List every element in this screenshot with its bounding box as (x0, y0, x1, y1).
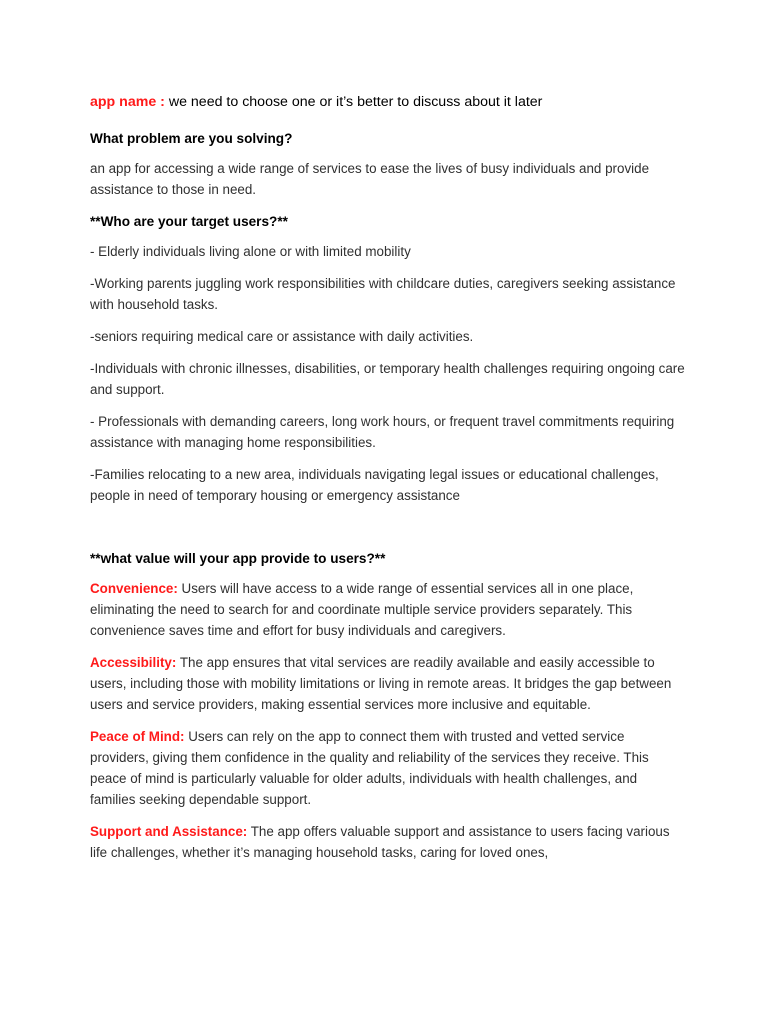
value-label: Peace of Mind: (90, 729, 185, 744)
value-label: Accessibility: (90, 655, 177, 670)
target-user-item: -Working parents juggling work responsibilities with childcare duties, caregivers seeking assistance with household tasks. (90, 276, 676, 312)
value-item-peace-of-mind (90, 726, 686, 810)
value-item-convenience (90, 578, 686, 641)
app-name-label: app name : (90, 94, 169, 110)
target-user-item: -Individuals with chronic illnesses, disabilities, or temporary health challenges requiring ongoing care and support. (90, 361, 685, 397)
target-users-heading: **Who are your target users?** (90, 214, 288, 229)
problem-text: an app for accessing a wide range of services to ease the lives of busy individuals and provide assistance to those in need. (90, 161, 650, 197)
value-text: The app ensures that vital services are readily available and easily accessible to users, including those with mobility limitations or living in remote areas. It bridges the gap between users and service providers, making essential services more inclusive and equitable. (90, 655, 672, 712)
app-name-value: we need to choose one or it’s better to discuss about it later (168, 94, 543, 110)
document-body (90, 92, 686, 874)
target-user-item: -Families relocating to a new area, individuals navigating legal issues or educational challenges, people in need of temporary housing or emergency assistance (90, 467, 659, 503)
target-user-item: - Elderly individuals living alone or with limited mobility (90, 244, 411, 259)
problem-heading: What problem are you solving? (90, 131, 293, 146)
target-user-item: -seniors requiring medical care or assistance with daily activities. (90, 329, 474, 344)
value-label: Convenience: (90, 581, 178, 596)
value-heading: **what value will your app provide to users?** (90, 551, 386, 566)
value-label: Support and Assistance: (90, 824, 248, 839)
value-item-support (90, 821, 686, 863)
target-user-item: - Professionals with demanding careers, long work hours, or frequent travel commitments requiring assistance with managing home responsibilities. (90, 414, 675, 450)
value-text: The app offers valuable support and assistance to users facing various life challenges, whether it’s managing household tasks, caring for loved ones, (90, 824, 670, 860)
spacer (90, 517, 686, 548)
value-text: Users will have access to a wide range of essential services all in one place, eliminating the need to search for and coordinate multiple service providers separately. This convenience saves time and effort for busy individuals and caregivers. (90, 581, 634, 638)
app-name-line (90, 92, 686, 112)
value-text: Users can rely on the app to connect them with trusted and vetted service providers, giving them confidence in the quality and reliability of the services they receive. This peace of mind is particularly valuable for older adults, individuals with health challenges, and families seeking dependable support. (90, 729, 649, 807)
value-item-accessibility (90, 652, 686, 715)
